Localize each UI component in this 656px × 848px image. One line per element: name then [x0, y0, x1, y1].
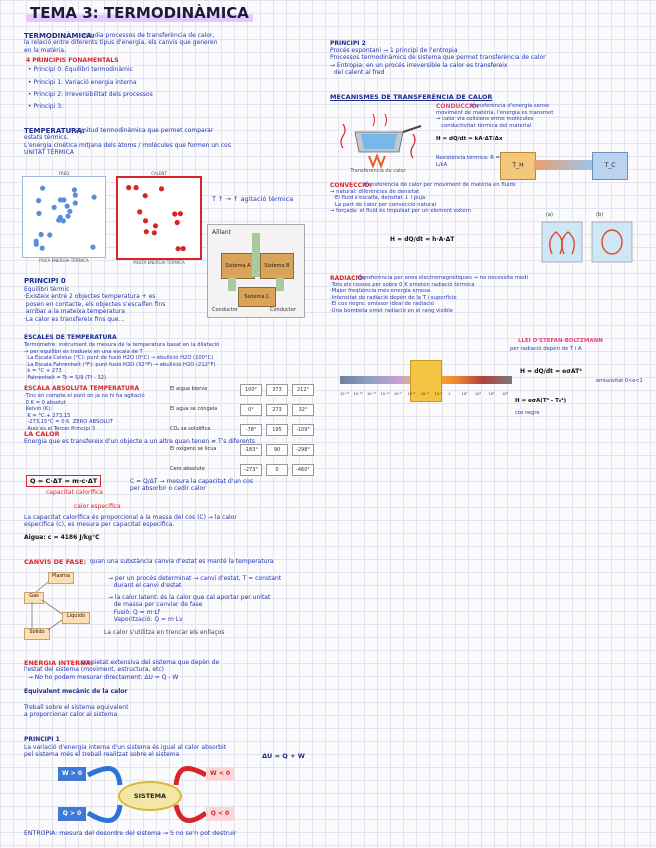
agitation-note: T ↑ → ↑ agitació tèrmica [212, 195, 294, 203]
absolute-scale-text: ·Tinc en compte el punt on ja no hi ha agitació 0 K = 0 absolut Kelvin (K): K = °C + 273,15 -273,15°C = 0 K ZERO ABSOLUT Això és el Tercer Principi 3 [24, 393, 145, 432]
convection-heading: CONVECCIÓ: [330, 182, 372, 189]
mechanical-equivalent-heading: Equivalent mecànic de la calor [24, 688, 128, 695]
phase-heading: CANVIS DE FASE: [24, 558, 87, 566]
spectrum-tick-label: 10⁻¹⁶ [340, 392, 350, 396]
temperature-row [170, 384, 320, 396]
conductor-left [228, 277, 236, 291]
particle [58, 197, 63, 202]
particle [137, 209, 142, 214]
principi1-formula: ΔU = Q + W [262, 752, 305, 760]
hot-particles-panel [116, 171, 202, 265]
conduction-text: transferència d'energia sense moviment de matèria, l'energia es transmet → calor via colisions entre molècules conductivitat tèrmica del material [436, 103, 554, 129]
particle [65, 204, 70, 209]
convection-formula: H = dQ/dt = h·A·ΔT [390, 236, 455, 243]
particle [159, 186, 164, 191]
particle [67, 209, 72, 214]
temperature-cell: -298° [292, 444, 314, 456]
principle-0: • Principi 0: Equilibri termodinàmic [28, 66, 133, 73]
principles-heading: 4 PRINCIPIS FONAMENTALS [26, 57, 119, 64]
particle [172, 211, 177, 216]
spectrum-tick-label: 10⁻¹⁴ [353, 392, 363, 396]
state-gas: Gas [24, 592, 44, 604]
spectrum-tick-label: 10² [461, 392, 468, 396]
temperature-cell: 100° [240, 384, 262, 396]
cold-label: FRED [58, 171, 70, 176]
phase-text: quan una substància canvia d'estat es manté la temperatura [90, 558, 274, 565]
principle-3: • Principi 3: [28, 103, 64, 110]
entropy-text: ENTROPIA: mesura del desordre del sistema → S no se'n pot destruir [24, 830, 237, 837]
emissivity-note: emissivitat 0<e<1 [596, 378, 643, 384]
spectrum-tick-label: 10⁻² [434, 392, 443, 396]
particle [143, 193, 148, 198]
hot-label: CALENT [151, 171, 167, 176]
temperature-row [170, 424, 320, 436]
particle [56, 218, 61, 223]
thermal-systems-figure [207, 224, 305, 318]
particle [36, 198, 41, 203]
temperature-text: magnitud termodinàmica que permet comparar estats tèrmics. L'energia cinètica mitjana dels àtoms / molècules que formen un cos UNITAT TÈRMICA [24, 127, 231, 157]
heat-transfer-caption: Transferencia de calor [350, 168, 406, 174]
particle [72, 187, 77, 192]
particle [178, 211, 183, 216]
temperature-cell: 195 [266, 424, 288, 436]
temperature-cell: 212° [292, 384, 314, 396]
spectrum-tick-label: 1 [448, 392, 451, 396]
spectrum-tick-label: 10⁸ [502, 392, 508, 396]
particle [181, 246, 186, 251]
insulator-bar [252, 233, 260, 253]
convection-drawing [540, 218, 640, 266]
cold-particles-panel [22, 171, 106, 263]
particle [143, 218, 148, 223]
temperature-heading: TEMPERATURA: [24, 127, 85, 135]
particle [73, 200, 78, 205]
temperature-scales-table [170, 380, 320, 484]
phase-diagram [22, 568, 102, 642]
spectrum-ticks [340, 392, 512, 402]
mechanical-equivalent-text: Treball sobre el sistema equivalent a proporcionar calor al sistema [24, 704, 129, 719]
particle [153, 223, 158, 228]
particle [134, 185, 139, 190]
principle-1: • Principi 1: Variació energia interna [28, 79, 137, 86]
conduction-bar-figure [500, 150, 630, 180]
temperature-cell: -273° [240, 464, 262, 476]
temperature-row [170, 444, 320, 456]
state-liquid: Líquido [62, 612, 90, 624]
conduction-formula: H = dQ/dt = kA·ΔT/Δx [436, 136, 503, 142]
specific-heat-label: calor específica [74, 503, 121, 510]
conductor-label-right: Conductor [270, 307, 296, 313]
energy-heading: ENERGIA INTERNA: [24, 659, 94, 667]
temperature-cell: -183° [240, 444, 262, 456]
temperature-cell: -460° [292, 464, 314, 476]
principle-2: • Principi 2: Irreversibilitat dels processos [28, 91, 153, 98]
radiation-heading: RADIACIÓ: [330, 275, 366, 282]
intro-text: estudia processos de transferència de calor, la relació entre diferents tipus d'energia, els canvis que generen en la matèria. [24, 32, 218, 54]
radiation-text: transferència per ones electromagnètiques → no necessita medi ·Tots els cossos per sobre 0 K emeten radiació tèrmica ·Major freqüència més energia emesa ·Intensitat de radiació depèn de la T i superfície ·El cos negre: emissor ideal de radiació ·Una bombeta emet radiació en el rang visible [330, 275, 528, 314]
principi2-text: Procés espontani → 1 principi de l'entropia Processos termodinàmics de sistema que permet transferència de calor → Entropia: en un procés irreversible la calor es transfereix del calent al fred [330, 47, 546, 77]
convection-fig-b-label: (b) [596, 212, 604, 218]
heat-transfer-pot-figure [333, 104, 423, 176]
phase-note-2: → la calor latent: és la calor que cal aportar per unitat de massa per canviar de fase Fusió: Q = m·Lf Vaporització: Q = m·Lv [108, 594, 271, 624]
temperature-cell: 90 [266, 444, 288, 456]
cold-caption: POCA ENERGIA TÈRMICA [39, 258, 89, 263]
particle [40, 186, 45, 191]
system-a: Sistema A [221, 253, 255, 279]
page-title: TEMA 3: TERMODINÀMICA [26, 4, 253, 22]
spectrum-tick-label: 10⁶ [488, 392, 495, 396]
thermal-resistance: Resistència tèrmica: R = L/kA [436, 155, 500, 169]
sistema-core: SISTEMA [118, 781, 182, 811]
sistema-diagram [58, 765, 238, 825]
temperature-cell: 373 [266, 384, 288, 396]
heat-positive: Q > 0 [58, 807, 86, 821]
absolute-scale-heading: ESCALA ABSOLUTA TEMPERATURA [24, 385, 140, 392]
conduction-heading: CONDUCCIÓ: [436, 103, 479, 110]
energy-text: propietat extensiva del sistema que depèn de l'estat del sistema (moviment, estructura, etc) → No ho podem mesurar directament: ΔU = Q - W [24, 659, 220, 681]
heat-capacity-text: C = Q/ΔT → mesura la capacitat d'un cos per absorbir o cedir calor [130, 478, 253, 493]
conducting-rod [534, 160, 592, 170]
particle [90, 245, 95, 250]
principi0-text: Equilibri tèrmic ·Existeix entre 2 objectes temperatura + es posen en contacte, els objectes s'escalfen fins arribar a la mateixa temperatura ·La calor es transfereix fins que... [24, 286, 166, 323]
spectrum-tick-label: 10⁻¹² [367, 392, 377, 396]
water-specific-heat: Aigua: c = 4186 J/kg°C [24, 534, 100, 541]
phase-note-1: → per un procés determinat → canvi d'estat, T = constant durant el canvi d'estat [108, 575, 282, 590]
system-c: Sistema C [238, 287, 276, 307]
heat-text-3: La capacitat calorífica és proporcional a la massa del cos (C) → la calor específica (c), es mesura per capacitat específica. [24, 514, 237, 529]
temperature-cell: 0° [240, 404, 262, 416]
hot-particles [118, 178, 200, 258]
particle [40, 246, 45, 251]
spectrum-tick-label: 10⁻⁸ [394, 392, 402, 396]
spectrum-tick-label: 10⁻⁴ [421, 392, 429, 396]
particle [152, 230, 157, 235]
insulator-label: Aïllant [212, 229, 231, 236]
heat-formula: Q = C·ΔT = m·c·ΔT [26, 475, 101, 487]
heat-negative: Q < 0 [206, 807, 234, 821]
capacity-label: capacitat calorífica [46, 489, 103, 496]
em-spectrum-figure [340, 352, 512, 410]
temperature-row-label: CO₂ se solidifica [170, 426, 211, 432]
particle [92, 195, 97, 200]
principi1-text: La variació d'energia interna d'un sistema és igual al calor absorbit pel sistema més el treball realitzat sobre el sistema [24, 744, 226, 759]
temperature-row-label: El oxígeno se licua [170, 446, 217, 452]
system-b: Sistema B [260, 253, 294, 279]
state-plasma: Plasma [48, 572, 74, 584]
temperature-cell: -78° [240, 424, 262, 436]
cold-particles [23, 177, 105, 257]
principi2-heading: PRINCIPI 2 [330, 40, 366, 47]
particle [126, 185, 131, 190]
temperature-cell: 273 [266, 404, 288, 416]
heat-heading: LA CALOR [24, 430, 60, 438]
state-solid: Sòlido [24, 628, 50, 640]
particle [47, 232, 52, 237]
particle [73, 193, 78, 198]
stefan-text: per radiació depèn de T i A [510, 346, 582, 352]
spectrum-tick-label: 10⁻¹⁰ [380, 392, 390, 396]
temperature-cell: -109° [292, 424, 314, 436]
phase-note-3: La calor s'utilitza en trencar els enllaços [104, 629, 225, 636]
convection-text: transferència de calor per moviment de matèria en fluids → natural: diferències de densitat ·El fluid s'escalfa, densitat ↓ i puja ·La part de calor per convecció natural → forçada: el fluid és impulsat per un element extern [330, 182, 516, 215]
intro-heading: TERMODINÀMICA: [24, 32, 95, 40]
particle [175, 220, 180, 225]
stefan-heading: LLEI D'STEFAN-BOLTZMANN [518, 338, 603, 344]
insulator-wall [252, 253, 260, 277]
heat-text: Energia que es transfereix d'un objecte a un altre quan tenen ≠ T's diferents [24, 438, 255, 445]
convection-figure [540, 212, 640, 266]
scales-heading: ESCALES DE TEMPERATURA [24, 334, 117, 341]
stefan-net-formula: H = eσA(T⁴ - T₀⁴) [515, 398, 567, 404]
temperature-row-label: El agua se congela [170, 406, 218, 412]
phase-arrows [22, 568, 102, 642]
particle [52, 205, 57, 210]
temperature-row [170, 464, 320, 476]
convection-fig-a-label: (a) [546, 212, 553, 218]
mechanisms-heading: MECANISMES DE TRANSFERÈNCIA DE CALOR [330, 93, 493, 101]
particle [176, 246, 181, 251]
particle [65, 214, 70, 219]
work-positive: W > 0 [58, 767, 86, 781]
spectrum-tick-label: 10⁴ [475, 392, 481, 396]
hot-reservoir: T_H [500, 152, 536, 180]
principi0-heading: PRINCIPI 0 [24, 277, 66, 285]
particle [34, 242, 39, 247]
stefan-formula: H = dQ/dt = eσAT⁴ [520, 368, 582, 375]
particle [36, 211, 41, 216]
spectrum-tick-label: 10⁻⁶ [407, 392, 416, 396]
scales-text: Termòmetre: instrument de mesura de la temperatura basat en la dilatació → per equilibri es tradueix en una escala de T La Escala Celsius (°C): punt de fusió H2O (0°C) → ebullició H2O (100°C) La Escala Fahrenheit (°F): punt fusió H2O (32°F) → ebullició H2O (212°F) k = °C + 273 Fahrenheit = Tc = 5/9 (Tf - 32) [24, 342, 220, 381]
pot-drawing [333, 104, 423, 176]
principi1-heading: PRINCIPI 1 [24, 736, 60, 743]
particle [39, 232, 44, 237]
work-negative: W < 0 [206, 767, 234, 781]
temperature-cell: 32° [292, 404, 314, 416]
temperature-row-label: Cero absoluto [170, 466, 205, 472]
cold-reservoir: T_C [592, 152, 628, 180]
conductor-label-left: Conductor [212, 307, 238, 313]
temperature-row [170, 404, 320, 416]
conductor-right [276, 277, 284, 291]
black-body-note: cos negre [515, 410, 540, 416]
temperature-cell: 0 [266, 464, 288, 476]
hot-caption: MOLTA ENERGIA TÈRMICA [133, 260, 185, 265]
particle [144, 229, 149, 234]
temperature-row-label: El aigua bierve [170, 386, 208, 392]
